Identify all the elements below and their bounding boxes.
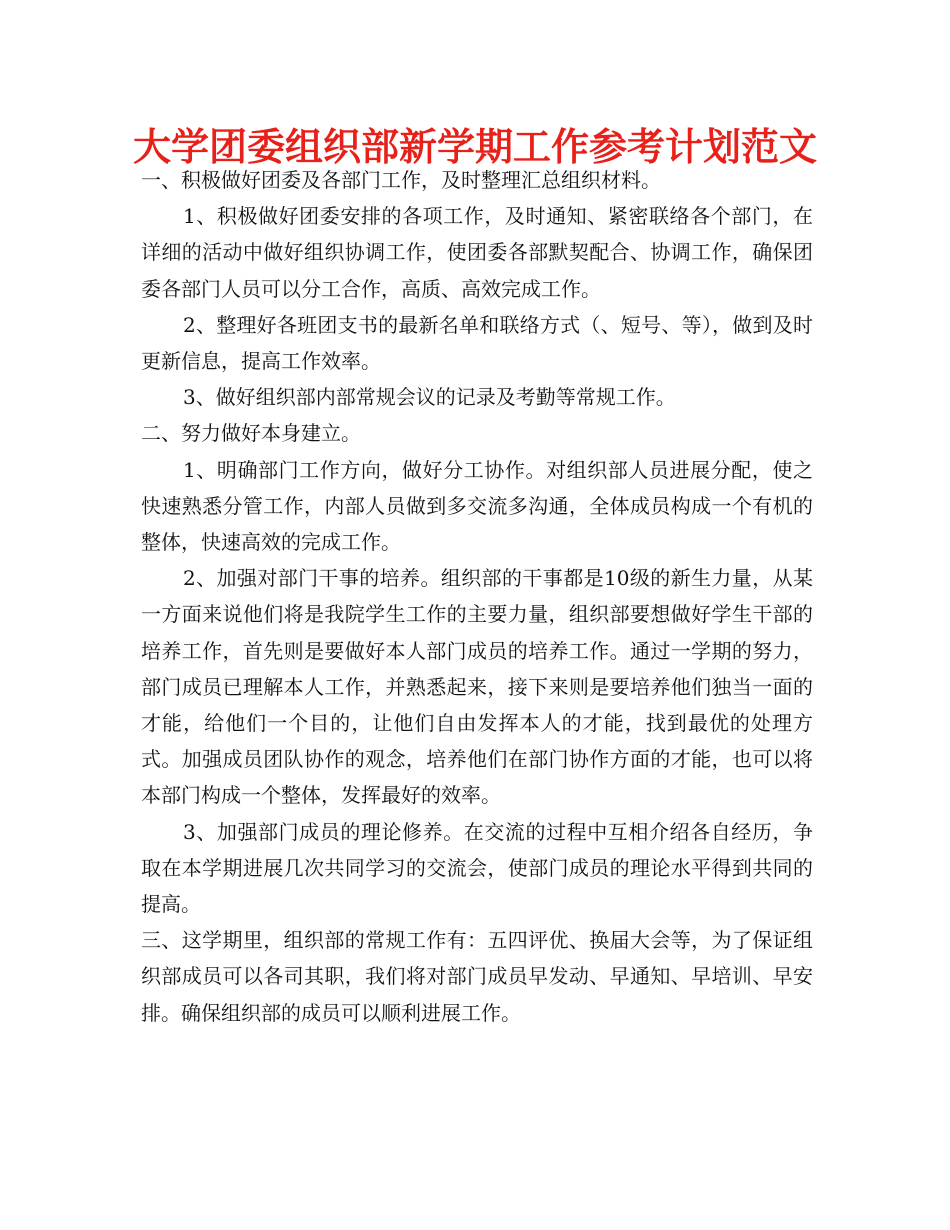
document-body [141,162,813,1031]
paragraph-1-3: 3、做好组织部内部常规会议的记录及考勤等常规工作。 [183,385,676,410]
document-title: 大学团委组织部新学期工作参考计划范文 [132,125,817,169]
section-heading-3: 三、这学期里，组织部的常规工作有：五四评优、换届大会等，为了保证组织部成员可以各司其职，我们将对部门成员早发动、早通知、早培训、早安排。确保组织部的成员可以顺利进展工作。 [141,928,813,1025]
paragraph-2-3: 3、加强部门成员的理论修养。在交流的过程中互相介绍各自经历，争取在本学期进展几次共同学习的交流会，使部门成员的理论水平得到共同的提高。 [141,819,813,917]
paragraph-1-1: 1、积极做好团委安排的各项工作，及时通知、紧密联络各个部门，在详细的活动中做好组织协调工作，使团委各部默契配合、协调工作，确保团委各部门人员可以分工合作，高质、高效完成工作。 [141,204,813,301]
paragraph-2-1: 1、明确部门工作方向，做好分工协作。对组织部人员进展分配，使之快速熟悉分管工作，内部人员做到多交流多沟通，全体成员构成一个有机的整体，快速高效的完成工作。 [141,457,813,555]
section-heading-1: 一、积极做好团委及各部门工作，及时整理汇总组织材料。 [141,168,661,192]
paragraph-2-2: 2、加强对部门干事的培养。组织部的干事都是10级的新生力量，从某一方面来说他们将是我院学生工作的主要力量，组织部要想做好学生干部的培养工作，首先则是要做好本人部门成员的培养工作。通过一学期的努力，部门成员已理解本人工作，并熟悉起来，接下来则是要培养他们独当一面的才能，给他们一个目的，让他们自由发挥本人的才能，找到最优的处理方式。加强成员团队协作的观念，培养他们在部门协作方面的才能，也可以将本部门构成一个整体，发挥最好的效率。 [141,566,813,808]
paragraph-1-2: 2、整理好各班团支书的最新名单和联络方式（、短号、等），做到及时更新信息，提高工作效率。 [141,312,813,374]
section-heading-2: 二、努力做好本身建立。 [141,421,361,446]
